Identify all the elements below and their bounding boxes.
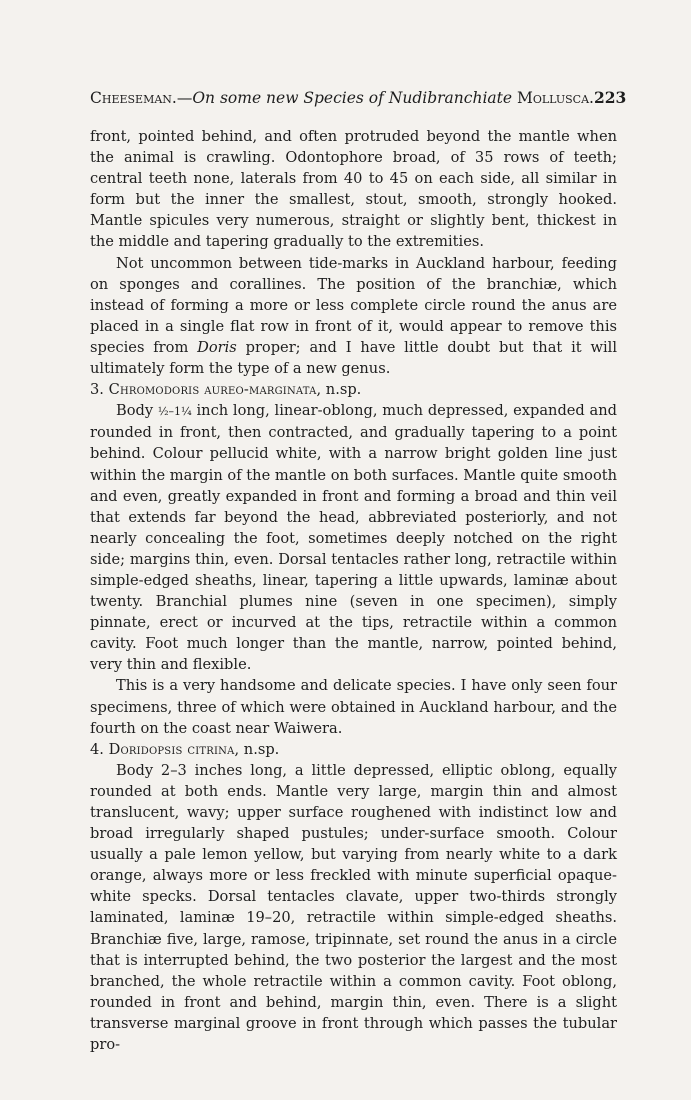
species-heading-3 bbox=[90, 379, 617, 400]
main-text bbox=[90, 126, 617, 1055]
species-suffix-3: , n.sp. bbox=[316, 381, 362, 399]
habitat-text-b: proper; and I have little doubt but that it will ultimately form the type of a new genus. bbox=[90, 338, 617, 378]
paragraph-habitat bbox=[90, 253, 617, 380]
species-suffix-4: , n.sp. bbox=[234, 740, 280, 758]
header-title-tail: Mollusca. bbox=[516, 89, 594, 107]
genus-doris: Doris bbox=[197, 338, 237, 356]
header-title: On some new Species of Nudibranchiate bbox=[192, 89, 513, 107]
header-author: Cheeseman. bbox=[90, 89, 177, 107]
desc3-a: Body bbox=[116, 402, 158, 420]
species-note-3: This is a very handsome and delicate species. I have only seen four specimens, three of which were obtained in Auckland harbour, and the fourth on the coast near Waiwera. bbox=[90, 677, 617, 737]
paragraph-continued: front, pointed behind, and often protruded beyond the mantle when the animal is crawling. Odontophore broad, of 35 rows of teeth; central teeth none, laterals from 40 to 45 on each side, all similar in form but the inner the smallest, stout, smooth, strongly hooked. Mantle spicules very numerous, straight or slightly bent, thickest in the middle and tapering gradually to the extremities. bbox=[90, 128, 617, 251]
species-name-3: Chromodoris aureo-marginata bbox=[108, 381, 317, 399]
species-name-4: Doridopsis citrina bbox=[108, 740, 235, 758]
habitat-text-a: Not uncommon between tide-marks in Auckland harbour, feeding on sponges and corallines. The position of the branchiæ, which instead of forming a more or less complete circle round the anus are placed in a single flat row in front of it, would appear to remove this species from bbox=[90, 254, 617, 356]
header-title-line: Cheeseman.—On some new Species of Nudibranchiate Mollusca. bbox=[90, 89, 594, 107]
running-header bbox=[90, 88, 627, 107]
size-range-3: ½–1¼ bbox=[157, 405, 192, 419]
species-number-3: 3. bbox=[90, 381, 104, 399]
species-heading-4 bbox=[90, 739, 617, 760]
desc3-b: inch long, linear-oblong, much depressed, expanded and rounded in front, then contracted, and gradually tapering to a point behind. Colour pellucid white, with a narrow bright golden line just within the margin of the mantle on both surfaces. Mantle quite smooth and even, greatly expanded in front and forming a broad and thin veil that extends far beyond the head, abbreviated posteriorly, and not nearly concealing the foot, sometimes deeply notched on the right side; margins thin, even. Dorsal tentacles rather long, retractile within simple-edged sheaths, linear, tapering a little upwards, laminæ about twenty. Branchial plumes nine (seven in one specimen), simply pinnate, erect or incurved at the tips, retractile within a common cavity. Foot much longer than the mantle, narrow, pointed behind, very thin and flexible. bbox=[90, 402, 617, 674]
species-description-4: Body 2–3 inches long, a little depressed, elliptic oblong, equally rounded at both ends. Mantle very large, margin thin and almost translucent, wavy; upper surface roughened with indistinct low and broad irregularly shaped pustules; under-surface smooth. Colour usually a pale lemon yellow, but varying from nearly white to a dark orange, always more or less freckled with minute superficial opaque-white specks. Dorsal tentacles clavate, upper two-thirds strongly laminated, laminæ 19–20, retractile within simple-edged sheaths. Branchiæ five, large, ramose, tripinnate, set round the anus in a circle that is interrupted behind, the two posterior the largest and the most branched, the whole retractile within a common cavity. Foot oblong, rounded in front and behind, margin thin, even. There is a slight transverse marginal groove in front through which passes the tubular pro- bbox=[90, 761, 617, 1054]
page-number: 223 bbox=[593, 88, 627, 107]
species-description-3 bbox=[90, 400, 617, 675]
species-number-4: 4. bbox=[90, 740, 104, 758]
